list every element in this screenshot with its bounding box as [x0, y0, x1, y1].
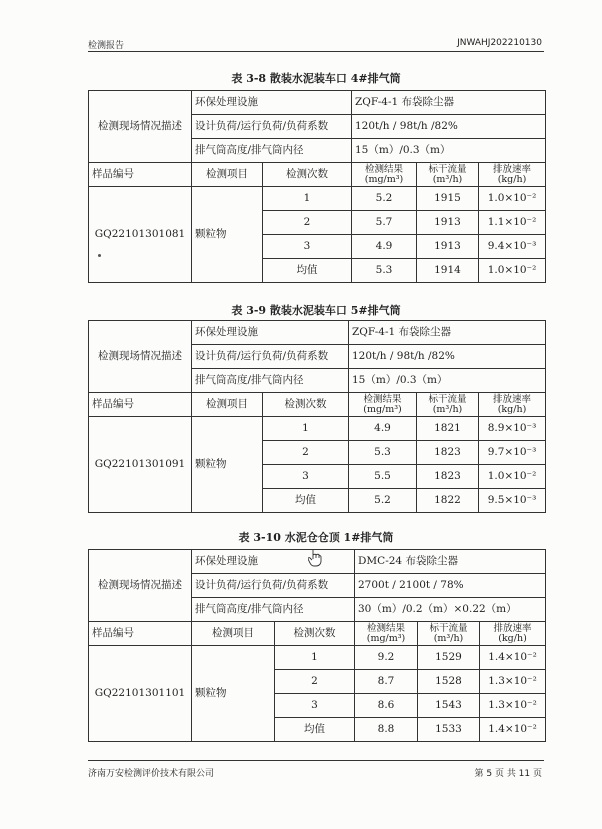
concentration: 5.5 — [349, 465, 417, 489]
stack-value: 15（m）/0.3（m） — [352, 139, 546, 163]
footer-rule — [88, 760, 544, 761]
test-item: 颗粒物 — [192, 187, 263, 283]
rate-header: 排放速率 (kg/h) — [480, 622, 546, 646]
flow-rate: 1915 — [417, 187, 479, 211]
stack-value: 15（m）/0.3（m） — [349, 369, 546, 393]
concentration: 8.7 — [355, 670, 418, 694]
avg-concentration: 5.2 — [349, 489, 417, 513]
concentration: 5.3 — [349, 441, 417, 465]
stack-label: 排气筒高度/排气筒内径 — [192, 598, 355, 622]
run-number: 1 — [263, 417, 349, 441]
times-header: 检测次数 — [275, 622, 355, 646]
rate-header: 排放速率 (kg/h) — [479, 163, 546, 187]
env-value: ZQF-4-1 布袋除尘器 — [349, 321, 546, 345]
item-header: 检测项目 — [192, 622, 275, 646]
result-header: 检测结果 (mg/m³) — [349, 393, 417, 417]
emission-rate: 1.0×10⁻² — [479, 187, 546, 211]
run-number: 1 — [275, 646, 355, 670]
avg-flow-rate: 1822 — [417, 489, 479, 513]
design-label: 设计负荷/运行负荷/负荷系数 — [192, 345, 349, 369]
ink-speck — [98, 254, 101, 257]
emission-rate: 1.4×10⁻² — [480, 646, 546, 670]
average-label: 均值 — [263, 489, 349, 513]
avg-flow-rate: 1533 — [418, 718, 480, 742]
flow-rate: 1913 — [417, 211, 479, 235]
concentration: 8.6 — [355, 694, 418, 718]
design-value: 2700t / 2100t / 78% — [355, 574, 546, 598]
sample-no-header: 样品编号 — [89, 393, 192, 417]
run-number: 3 — [275, 694, 355, 718]
times-header: 检测次数 — [263, 393, 349, 417]
emission-rate: 9.7×10⁻³ — [479, 441, 546, 465]
avg-concentration: 8.8 — [355, 718, 418, 742]
page-number: 第 5 页 共 11 页 — [474, 769, 542, 779]
sample-number: GQ22101301081 — [89, 187, 192, 283]
emission-table — [88, 320, 546, 513]
emission-rate: 8.9×10⁻³ — [479, 417, 546, 441]
env-value: DMC-24 布袋除尘器 — [355, 550, 546, 574]
run-number: 2 — [263, 211, 352, 235]
run-number: 3 — [263, 235, 352, 259]
emission-rate: 1.1×10⁻² — [479, 211, 546, 235]
sample-no-header: 样品编号 — [89, 163, 192, 187]
concentration: 5.7 — [352, 211, 417, 235]
emission-table — [88, 549, 546, 742]
test-item: 颗粒物 — [192, 646, 275, 742]
run-number: 3 — [263, 465, 349, 489]
run-number: 2 — [263, 441, 349, 465]
flow-rate: 1528 — [418, 670, 480, 694]
env-label: 环保处理设施 — [192, 550, 355, 574]
flow-rate: 1821 — [417, 417, 479, 441]
rate-header: 排放速率 (kg/h) — [479, 393, 546, 417]
flow-rate: 1823 — [417, 465, 479, 489]
design-label: 设计负荷/运行负荷/负荷系数 — [192, 574, 355, 598]
emission-rate: 1.0×10⁻² — [479, 465, 546, 489]
table-caption: 表 3-9 散装水泥装车口 5#排气筒 — [231, 304, 401, 317]
header-title: 检测报告 — [88, 41, 125, 51]
item-header: 检测项目 — [192, 393, 263, 417]
scene-label: 检测现场情况描述 — [89, 550, 192, 622]
times-header: 检测次数 — [263, 163, 352, 187]
hand-cursor-icon — [308, 549, 322, 567]
avg-concentration: 5.3 — [352, 259, 417, 283]
env-label: 环保处理设施 — [192, 321, 349, 345]
avg-flow-rate: 1914 — [417, 259, 479, 283]
design-label: 设计负荷/运行负荷/负荷系数 — [192, 115, 352, 139]
average-label: 均值 — [275, 718, 355, 742]
concentration: 5.2 — [352, 187, 417, 211]
report-number: JNWAHJ202210130 — [457, 38, 542, 48]
table-caption: 表 3-10 水泥仓仓顶 1#排气筒 — [238, 531, 394, 544]
avg-emission-rate: 1.4×10⁻² — [480, 718, 546, 742]
flow-header: 标干流量 (m³/h) — [417, 163, 479, 187]
concentration: 4.9 — [349, 417, 417, 441]
flow-rate: 1913 — [417, 235, 479, 259]
stack-value: 30（m）/0.2（m）×0.22（m） — [355, 598, 546, 622]
env-value: ZQF-4-1 布袋除尘器 — [352, 91, 546, 115]
sample-no-header: 样品编号 — [89, 622, 192, 646]
run-number: 1 — [263, 187, 352, 211]
design-value: 120t/h / 98t/h /82% — [352, 115, 546, 139]
stack-label: 排气筒高度/排气筒内径 — [192, 369, 349, 393]
flow-rate: 1823 — [417, 441, 479, 465]
concentration: 9.2 — [355, 646, 418, 670]
average-label: 均值 — [263, 259, 352, 283]
result-header: 检测结果 (mg/m³) — [352, 163, 417, 187]
run-number: 2 — [275, 670, 355, 694]
test-item: 颗粒物 — [192, 417, 263, 513]
avg-emission-rate: 1.0×10⁻² — [479, 259, 546, 283]
stack-label: 排气筒高度/排气筒内径 — [192, 139, 352, 163]
emission-table — [88, 90, 546, 283]
page-header — [88, 38, 542, 52]
design-value: 120t/h / 98t/h /82% — [349, 345, 546, 369]
concentration: 4.9 — [352, 235, 417, 259]
env-label: 环保处理设施 — [192, 91, 352, 115]
result-header: 检测结果 (mg/m³) — [355, 622, 418, 646]
sample-number: GQ22101301091 — [89, 417, 192, 513]
scene-label: 检测现场情况描述 — [89, 321, 192, 393]
emission-rate: 1.3×10⁻² — [480, 670, 546, 694]
emission-rate: 1.3×10⁻² — [480, 694, 546, 718]
flow-rate: 1529 — [418, 646, 480, 670]
emission-rate: 9.4×10⁻³ — [479, 235, 546, 259]
flow-header: 标干流量 (m³/h) — [417, 393, 479, 417]
flow-header: 标干流量 (m³/h) — [418, 622, 480, 646]
company-name: 济南万安检测评价技术有限公司 — [88, 769, 215, 779]
avg-emission-rate: 9.5×10⁻³ — [479, 489, 546, 513]
item-header: 检测项目 — [192, 163, 263, 187]
table-caption: 表 3-8 散装水泥装车口 4#排气筒 — [231, 72, 401, 85]
flow-rate: 1543 — [418, 694, 480, 718]
sample-number: GQ22101301101 — [89, 646, 192, 742]
scene-label: 检测现场情况描述 — [89, 91, 192, 163]
header-rule — [88, 51, 544, 52]
